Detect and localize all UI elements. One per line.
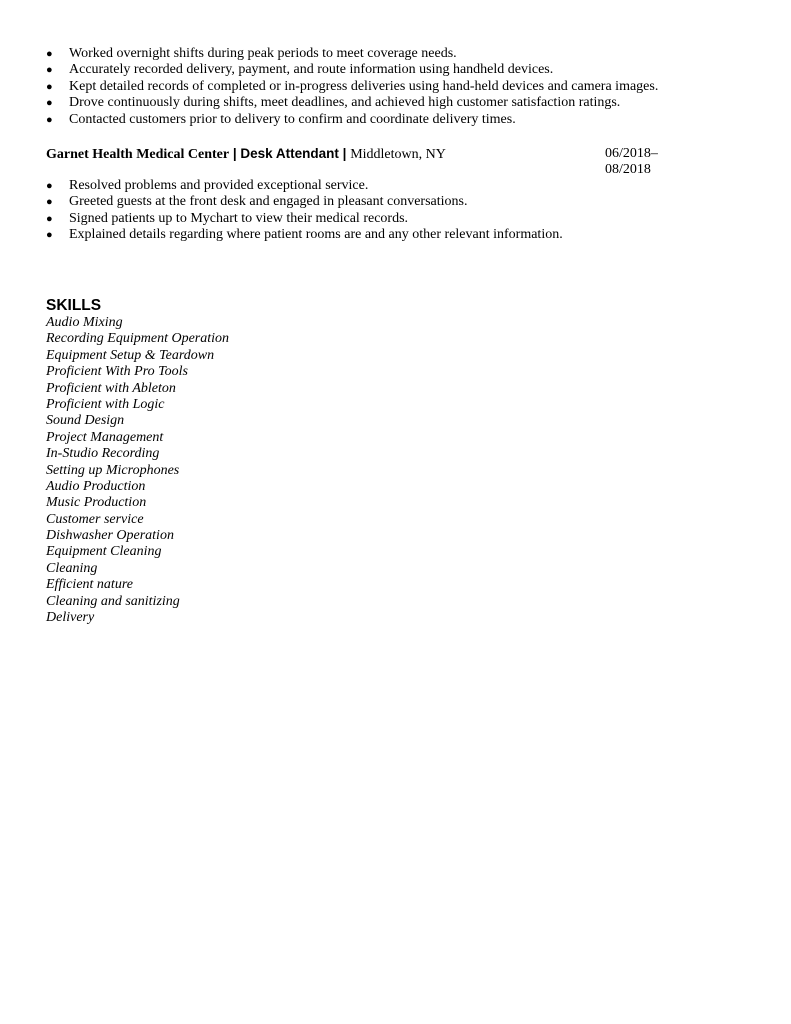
skill-item: Recording Equipment Operation bbox=[46, 331, 230, 347]
skill-item: Equipment Cleaning bbox=[46, 544, 162, 560]
skill-item: Audio Mixing bbox=[46, 315, 123, 330]
skill-item: Equipment Setup & Teardown bbox=[46, 347, 215, 363]
job-title: Desk Attendant bbox=[240, 146, 339, 161]
bullet-item bbox=[46, 112, 746, 128]
skill-item: Customer service bbox=[46, 511, 144, 527]
bullet-icon: ● bbox=[46, 212, 53, 225]
skill-item: Proficient With Pro Tools bbox=[46, 364, 188, 380]
bullet-text: Drove continuously during shifts, meet deadlines, and achieved high customer satisfaction ratings. bbox=[69, 95, 621, 111]
skill-item: Efficient nature bbox=[46, 577, 133, 593]
job-location: Middletown, NY bbox=[350, 147, 446, 162]
skill-item: Cleaning bbox=[46, 560, 98, 576]
bullet-item bbox=[46, 46, 746, 62]
bullet-text: Resolved problems and provided exceptional service. bbox=[69, 178, 369, 193]
bullet-item bbox=[46, 62, 746, 78]
job-dates bbox=[605, 146, 725, 179]
skills-list bbox=[46, 315, 229, 626]
bullet-icon: ● bbox=[46, 196, 53, 209]
bullet-icon: ● bbox=[46, 97, 53, 110]
job-separator: | bbox=[229, 146, 241, 161]
bullet-icon: ● bbox=[46, 180, 53, 192]
bullet-icon: ● bbox=[46, 64, 53, 77]
skill-item: Music Production bbox=[46, 495, 147, 511]
bullet-item bbox=[46, 194, 746, 210]
skills-heading: SKILLS bbox=[46, 297, 102, 314]
bullet-item bbox=[46, 227, 746, 243]
job-employer: Garnet Health Medical Center bbox=[46, 147, 230, 162]
skill-item: Delivery bbox=[46, 610, 95, 626]
job-date-end: 08/2018 bbox=[605, 162, 651, 178]
bullet-text: Greeted guests at the front desk and engaged in pleasant conversations. bbox=[69, 194, 468, 210]
job-header bbox=[46, 146, 446, 163]
bullet-text: Signed patients up to Mychart to view their medical records. bbox=[69, 210, 409, 226]
job-bullet-list bbox=[46, 178, 746, 244]
bullet-icon: ● bbox=[46, 113, 53, 126]
bullet-item bbox=[46, 79, 746, 95]
skill-item: Proficient with Ableton bbox=[46, 380, 176, 396]
skill-item: In-Studio Recording bbox=[46, 446, 160, 462]
skill-item: Audio Production bbox=[46, 478, 146, 494]
bullet-text: Worked overnight shifts during peak periods to meet coverage needs. bbox=[69, 46, 457, 61]
job-date-start: 06/2018– bbox=[605, 146, 658, 161]
skill-item: Setting up Microphones bbox=[46, 462, 180, 478]
skill-item: Dishwasher Operation bbox=[46, 528, 174, 544]
bullet-item bbox=[46, 211, 746, 227]
bullet-icon: ● bbox=[46, 80, 53, 93]
bullet-item bbox=[46, 178, 746, 194]
bullet-text: Explained details regarding where patient rooms are and any other relevant information. bbox=[69, 227, 563, 243]
bullet-icon: ● bbox=[46, 48, 53, 60]
job-separator: | bbox=[338, 146, 351, 161]
skill-item: Proficient with Logic bbox=[46, 396, 165, 412]
bullet-icon: ● bbox=[46, 229, 53, 242]
bullet-item bbox=[46, 95, 746, 111]
skill-item: Project Management bbox=[46, 429, 164, 445]
bullet-text: Contacted customers prior to delivery to confirm and coordinate delivery times. bbox=[69, 111, 516, 127]
skill-item: Cleaning and sanitizing bbox=[46, 593, 180, 609]
bullet-text: Kept detailed records of completed or in-progress deliveries using hand-held devices and camera images. bbox=[69, 78, 659, 94]
skill-item: Sound Design bbox=[46, 413, 125, 429]
bullet-text: Accurately recorded delivery, payment, and route information using handheld devices. bbox=[69, 62, 554, 78]
previous-job-bullet-list bbox=[46, 46, 746, 128]
